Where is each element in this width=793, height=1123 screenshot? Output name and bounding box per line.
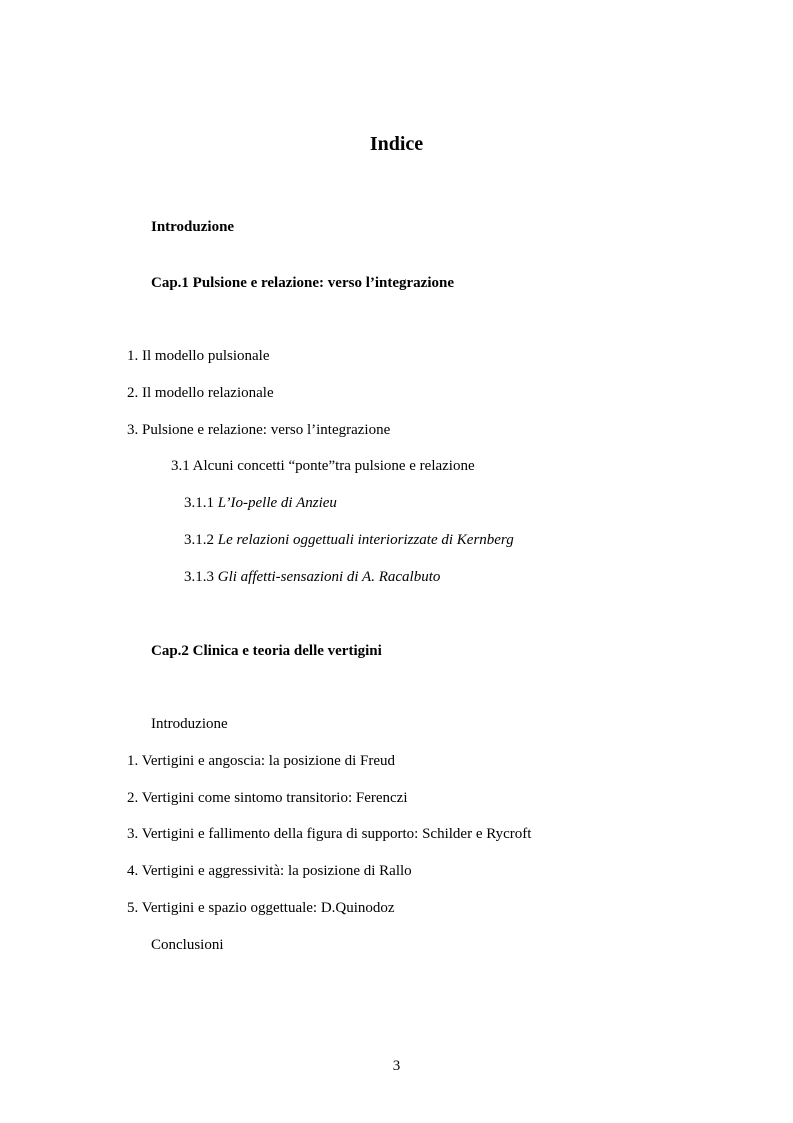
chapter-2-item: 1. Vertigini e angoscia: la posizione di Freud [127, 753, 396, 769]
subsubsection-number: 3.1.2 [184, 532, 214, 548]
chapter-1-subsubsection [184, 531, 514, 549]
subsubsection-title: L’Io-pelle di Anzieu [217, 495, 337, 511]
subsubsection-number: 3.1.3 [184, 569, 214, 585]
chapter-2-item: 3. Vertigini e fallimento della figura di supporto: Schilder e Rycroft [127, 826, 532, 842]
page-title: Indice [369, 133, 424, 155]
subsubsection-title: Gli affetti-sensazioni di A. Racalbuto [217, 569, 441, 585]
chapter-2-introduction: Introduzione [151, 716, 228, 732]
toc-introduction: Introduzione [151, 219, 235, 235]
chapter-2-item: 5. Vertigini e spazio oggettuale: D.Quinodoz [127, 900, 395, 916]
subsubsection-title: Le relazioni oggettuali interiorizzate di Kernberg [217, 532, 514, 548]
chapter-1-subsubsection [184, 568, 440, 586]
chapter-2-heading: Cap.2 Clinica e teoria delle vertigini [151, 643, 382, 659]
chapter-1-item: 1. Il modello pulsionale [127, 348, 270, 364]
chapter-1-heading: Cap.1 Pulsione e relazione: verso l’integrazione [151, 275, 455, 291]
chapter-1-item: 2. Il modello relazionale [127, 385, 274, 401]
subsubsection-number: 3.1.1 [184, 495, 214, 511]
chapter-1-subsubsection [184, 494, 337, 512]
chapter-2-item: 2. Vertigini come sintomo transitorio: Ferenczi [127, 790, 408, 806]
page-number: 3 [392, 1058, 401, 1074]
chapter-2-item: 4. Vertigini e aggressività: la posizione di Rallo [127, 863, 412, 879]
chapter-1-subsection: 3.1 Alcuni concetti “ponte”tra pulsione e relazione [171, 458, 475, 474]
chapter-2-conclusion: Conclusioni [151, 937, 224, 953]
chapter-1-item: 3. Pulsione e relazione: verso l’integrazione [127, 422, 391, 438]
